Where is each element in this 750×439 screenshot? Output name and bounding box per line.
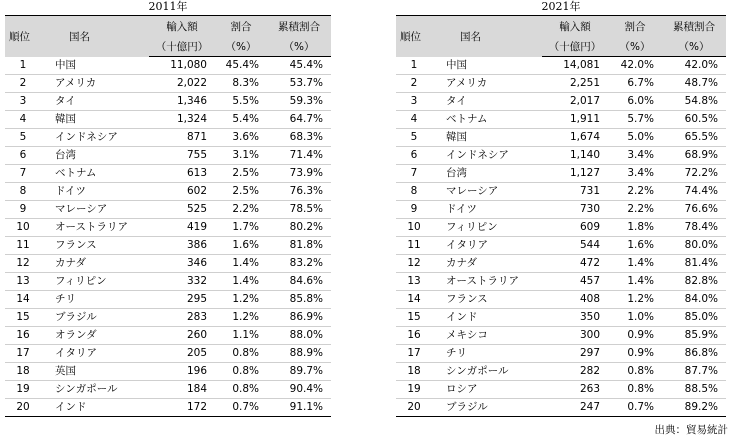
cell-rank: 1: [396, 57, 432, 75]
cell-cumulative: 78.5%: [267, 201, 331, 219]
table-row: [5, 363, 331, 381]
cell-country: ベトナム: [41, 165, 149, 183]
table-row: [5, 345, 331, 363]
cell-country: アメリカ: [432, 75, 542, 93]
cell-cumulative: 71.4%: [267, 147, 331, 165]
cell-amount: 871: [149, 129, 215, 147]
header-amount: 輸入額: [542, 16, 608, 37]
header-country: 国名: [41, 16, 149, 57]
table-row: [5, 165, 331, 183]
cell-country: 英国: [41, 363, 149, 381]
cell-rank: 7: [5, 165, 41, 183]
cell-share: 1.2%: [215, 291, 267, 309]
cell-share: 0.8%: [608, 381, 662, 399]
cell-rank: 17: [396, 345, 432, 363]
cell-rank: 19: [5, 381, 41, 399]
cell-country: 中国: [41, 57, 149, 75]
cell-amount: 1,140: [542, 147, 608, 165]
cell-amount: 196: [149, 363, 215, 381]
cell-share: 0.7%: [215, 399, 267, 417]
cell-country: インド: [432, 309, 542, 327]
table-row: [5, 309, 331, 327]
cell-country: インドネシア: [41, 129, 149, 147]
cell-rank: 4: [5, 111, 41, 129]
table-row: [5, 75, 331, 93]
cell-share: 0.8%: [608, 363, 662, 381]
cell-country: マレーシア: [432, 183, 542, 201]
cell-rank: 12: [396, 255, 432, 273]
cell-rank: 10: [396, 219, 432, 237]
header-cumulative: 累積割合: [267, 16, 331, 37]
cell-amount: 332: [149, 273, 215, 291]
cell-share: 1.2%: [608, 291, 662, 309]
cell-country: アメリカ: [41, 75, 149, 93]
cell-rank: 14: [5, 291, 41, 309]
cell-amount: 283: [149, 309, 215, 327]
table-row: [5, 129, 331, 147]
table-body-2011: [5, 57, 331, 417]
cell-cumulative: 72.2%: [662, 165, 726, 183]
header-country: 国名: [432, 16, 542, 57]
cell-rank: 3: [396, 93, 432, 111]
cell-share: 1.2%: [215, 309, 267, 327]
cell-share: 8.3%: [215, 75, 267, 93]
cell-rank: 9: [396, 201, 432, 219]
cell-amount: 1,346: [149, 93, 215, 111]
cell-cumulative: 53.7%: [267, 75, 331, 93]
cell-share: 1.6%: [608, 237, 662, 255]
cell-amount: 1,324: [149, 111, 215, 129]
cell-cumulative: 76.6%: [662, 201, 726, 219]
cell-cumulative: 84.0%: [662, 291, 726, 309]
cell-cumulative: 59.3%: [267, 93, 331, 111]
cell-rank: 9: [5, 201, 41, 219]
header-share: 割合: [608, 16, 662, 37]
header-amount-unit: （十億円）: [542, 36, 608, 57]
cell-cumulative: 64.7%: [267, 111, 331, 129]
cell-amount: 247: [542, 399, 608, 417]
cell-rank: 14: [396, 291, 432, 309]
table-row: [5, 57, 331, 75]
cell-amount: 205: [149, 345, 215, 363]
cell-cumulative: 45.4%: [267, 57, 331, 75]
header-cumulative-unit: （%）: [662, 36, 726, 57]
cell-country: 韓国: [432, 129, 542, 147]
table-row: [5, 273, 331, 291]
header-amount: 輸入額: [149, 16, 215, 37]
cell-share: 1.1%: [215, 327, 267, 345]
cell-cumulative: 88.9%: [267, 345, 331, 363]
cell-share: 1.0%: [608, 309, 662, 327]
cell-cumulative: 86.9%: [267, 309, 331, 327]
cell-share: 1.6%: [215, 237, 267, 255]
cell-share: 1.4%: [608, 273, 662, 291]
cell-share: 6.0%: [608, 93, 662, 111]
cell-rank: 5: [5, 129, 41, 147]
cell-share: 2.5%: [215, 165, 267, 183]
cell-rank: 5: [396, 129, 432, 147]
cell-cumulative: 68.3%: [267, 129, 331, 147]
cell-country: マレーシア: [41, 201, 149, 219]
cell-share: 5.4%: [215, 111, 267, 129]
cell-share: 3.1%: [215, 147, 267, 165]
cell-share: 2.5%: [215, 183, 267, 201]
header-amount-unit: （十億円）: [149, 36, 215, 57]
cell-amount: 1,911: [542, 111, 608, 129]
table-row: [5, 111, 331, 129]
header-cumulative: 累積割合: [662, 16, 726, 37]
cell-amount: 731: [542, 183, 608, 201]
cell-share: 3.4%: [608, 165, 662, 183]
cell-amount: 184: [149, 381, 215, 399]
table-row: [5, 399, 331, 417]
cell-share: 2.2%: [608, 183, 662, 201]
cell-rank: 11: [396, 237, 432, 255]
cell-country: イタリア: [41, 345, 149, 363]
cell-amount: 263: [542, 381, 608, 399]
cell-share: 2.2%: [608, 201, 662, 219]
cell-cumulative: 65.5%: [662, 129, 726, 147]
cell-cumulative: 86.8%: [662, 345, 726, 363]
cell-share: 0.8%: [215, 363, 267, 381]
cell-share: 1.4%: [608, 255, 662, 273]
table-row: [396, 93, 726, 111]
table-row: [396, 237, 726, 255]
cell-rank: 8: [5, 183, 41, 201]
cell-rank: 4: [396, 111, 432, 129]
cell-rank: 20: [396, 399, 432, 417]
cell-country: ブラジル: [432, 399, 542, 417]
cell-amount: 472: [542, 255, 608, 273]
cell-country: 中国: [432, 57, 542, 75]
table-row: [5, 93, 331, 111]
cell-share: 0.7%: [608, 399, 662, 417]
cell-cumulative: 85.8%: [267, 291, 331, 309]
cell-country: フランス: [41, 237, 149, 255]
cell-cumulative: 54.8%: [662, 93, 726, 111]
cell-cumulative: 88.5%: [662, 381, 726, 399]
cell-share: 3.6%: [215, 129, 267, 147]
table-row: [396, 273, 726, 291]
cell-amount: 2,251: [542, 75, 608, 93]
cell-amount: 172: [149, 399, 215, 417]
cell-rank: 6: [396, 147, 432, 165]
cell-share: 45.4%: [215, 57, 267, 75]
cell-country: タイ: [41, 93, 149, 111]
cell-country: 台湾: [41, 147, 149, 165]
table-row: [396, 111, 726, 129]
cell-rank: 19: [396, 381, 432, 399]
cell-share: 1.4%: [215, 273, 267, 291]
cell-amount: 755: [149, 147, 215, 165]
cell-country: イタリア: [432, 237, 542, 255]
table-row: [396, 363, 726, 381]
cell-share: 42.0%: [608, 57, 662, 75]
table-block-2021: [396, 0, 726, 417]
cell-rank: 6: [5, 147, 41, 165]
cell-country: 台湾: [432, 165, 542, 183]
cell-amount: 346: [149, 255, 215, 273]
cell-share: 0.9%: [608, 345, 662, 363]
cell-cumulative: 91.1%: [267, 399, 331, 417]
cell-cumulative: 74.4%: [662, 183, 726, 201]
cell-country: チリ: [41, 291, 149, 309]
cell-amount: 14,081: [542, 57, 608, 75]
cell-amount: 525: [149, 201, 215, 219]
cell-amount: 408: [542, 291, 608, 309]
cell-amount: 613: [149, 165, 215, 183]
table-row: [5, 291, 331, 309]
cell-country: 韓国: [41, 111, 149, 129]
table-row: [396, 291, 726, 309]
cell-cumulative: 85.0%: [662, 309, 726, 327]
cell-rank: 15: [396, 309, 432, 327]
table-row: [5, 183, 331, 201]
cell-country: カナダ: [41, 255, 149, 273]
cell-amount: 260: [149, 327, 215, 345]
header-cumulative-unit: （%）: [267, 36, 331, 57]
cell-country: オーストラリア: [41, 219, 149, 237]
table-row: [5, 255, 331, 273]
cell-cumulative: 73.9%: [267, 165, 331, 183]
cell-rank: 7: [396, 165, 432, 183]
cell-share: 0.8%: [215, 345, 267, 363]
cell-cumulative: 87.7%: [662, 363, 726, 381]
cell-country: チリ: [432, 345, 542, 363]
cell-cumulative: 89.2%: [662, 399, 726, 417]
cell-cumulative: 81.4%: [662, 255, 726, 273]
cell-country: インドネシア: [432, 147, 542, 165]
import-table-2021: [396, 15, 726, 417]
cell-cumulative: 89.7%: [267, 363, 331, 381]
cell-rank: 13: [396, 273, 432, 291]
header-share-unit: （%）: [608, 36, 662, 57]
cell-cumulative: 76.3%: [267, 183, 331, 201]
table-row: [396, 399, 726, 417]
cell-country: ドイツ: [41, 183, 149, 201]
cell-rank: 20: [5, 399, 41, 417]
cell-share: 0.8%: [215, 381, 267, 399]
source-note: 出典：貿易統計: [654, 424, 728, 436]
table-row: [5, 201, 331, 219]
table-row: [396, 183, 726, 201]
cell-country: ブラジル: [41, 309, 149, 327]
cell-country: ドイツ: [432, 201, 542, 219]
header-share-unit: （%）: [215, 36, 267, 57]
year-title-2011: 2011年: [148, 0, 188, 13]
table-row: [5, 147, 331, 165]
cell-cumulative: 84.6%: [267, 273, 331, 291]
cell-rank: 11: [5, 237, 41, 255]
cell-country: インド: [41, 399, 149, 417]
table-row: [396, 309, 726, 327]
cell-cumulative: 60.5%: [662, 111, 726, 129]
cell-rank: 18: [396, 363, 432, 381]
cell-rank: 16: [396, 327, 432, 345]
cell-amount: 282: [542, 363, 608, 381]
table-row: [5, 219, 331, 237]
cell-rank: 3: [5, 93, 41, 111]
year-title-2021: 2021年: [541, 0, 581, 13]
table-block-2011: [5, 0, 331, 417]
table-row: [396, 129, 726, 147]
cell-amount: 419: [149, 219, 215, 237]
table-row: [5, 327, 331, 345]
cell-cumulative: 68.9%: [662, 147, 726, 165]
cell-cumulative: 88.0%: [267, 327, 331, 345]
cell-share: 5.5%: [215, 93, 267, 111]
cell-rank: 16: [5, 327, 41, 345]
cell-country: メキシコ: [432, 327, 542, 345]
table-row: [396, 165, 726, 183]
table-row: [396, 147, 726, 165]
cell-cumulative: 85.9%: [662, 327, 726, 345]
table-row: [396, 57, 726, 75]
table-row: [396, 381, 726, 399]
cell-country: シンガポール: [41, 381, 149, 399]
cell-cumulative: 42.0%: [662, 57, 726, 75]
cell-amount: 295: [149, 291, 215, 309]
cell-country: タイ: [432, 93, 542, 111]
cell-rank: 2: [396, 75, 432, 93]
cell-cumulative: 81.8%: [267, 237, 331, 255]
cell-rank: 18: [5, 363, 41, 381]
cell-amount: 1,674: [542, 129, 608, 147]
cell-cumulative: 90.4%: [267, 381, 331, 399]
table-row: [396, 201, 726, 219]
table-row: [5, 237, 331, 255]
cell-amount: 1,127: [542, 165, 608, 183]
cell-rank: 10: [5, 219, 41, 237]
cell-rank: 13: [5, 273, 41, 291]
cell-share: 1.7%: [215, 219, 267, 237]
cell-cumulative: 80.2%: [267, 219, 331, 237]
cell-cumulative: 82.8%: [662, 273, 726, 291]
header-rank: 順位: [5, 16, 41, 57]
cell-amount: 300: [542, 327, 608, 345]
cell-amount: 297: [542, 345, 608, 363]
header-rank: 順位: [396, 16, 432, 57]
cell-amount: 544: [542, 237, 608, 255]
cell-cumulative: 48.7%: [662, 75, 726, 93]
cell-cumulative: 78.4%: [662, 219, 726, 237]
table-row: [396, 255, 726, 273]
table-row: [396, 345, 726, 363]
cell-amount: 2,022: [149, 75, 215, 93]
cell-amount: 11,080: [149, 57, 215, 75]
cell-rank: 1: [5, 57, 41, 75]
cell-share: 6.7%: [608, 75, 662, 93]
cell-country: ロシア: [432, 381, 542, 399]
cell-amount: 602: [149, 183, 215, 201]
cell-share: 5.0%: [608, 129, 662, 147]
cell-rank: 8: [396, 183, 432, 201]
table-row: [396, 75, 726, 93]
table-row: [5, 381, 331, 399]
cell-cumulative: 83.2%: [267, 255, 331, 273]
cell-country: オランダ: [41, 327, 149, 345]
cell-share: 1.8%: [608, 219, 662, 237]
import-table-2011: [5, 15, 331, 417]
cell-amount: 730: [542, 201, 608, 219]
cell-share: 0.9%: [608, 327, 662, 345]
cell-amount: 2,017: [542, 93, 608, 111]
table-body-2021: [396, 57, 726, 417]
table-row: [396, 327, 726, 345]
cell-amount: 350: [542, 309, 608, 327]
cell-rank: 12: [5, 255, 41, 273]
cell-country: カナダ: [432, 255, 542, 273]
cell-share: 2.2%: [215, 201, 267, 219]
cell-country: ベトナム: [432, 111, 542, 129]
cell-country: シンガポール: [432, 363, 542, 381]
cell-country: フランス: [432, 291, 542, 309]
cell-rank: 15: [5, 309, 41, 327]
cell-rank: 2: [5, 75, 41, 93]
cell-country: フィリピン: [41, 273, 149, 291]
cell-country: オーストラリア: [432, 273, 542, 291]
cell-rank: 17: [5, 345, 41, 363]
cell-country: フィリピン: [432, 219, 542, 237]
cell-amount: 386: [149, 237, 215, 255]
cell-share: 3.4%: [608, 147, 662, 165]
cell-amount: 457: [542, 273, 608, 291]
cell-cumulative: 80.0%: [662, 237, 726, 255]
cell-amount: 609: [542, 219, 608, 237]
header-share: 割合: [215, 16, 267, 37]
table-row: [396, 219, 726, 237]
cell-share: 5.7%: [608, 111, 662, 129]
cell-share: 1.4%: [215, 255, 267, 273]
